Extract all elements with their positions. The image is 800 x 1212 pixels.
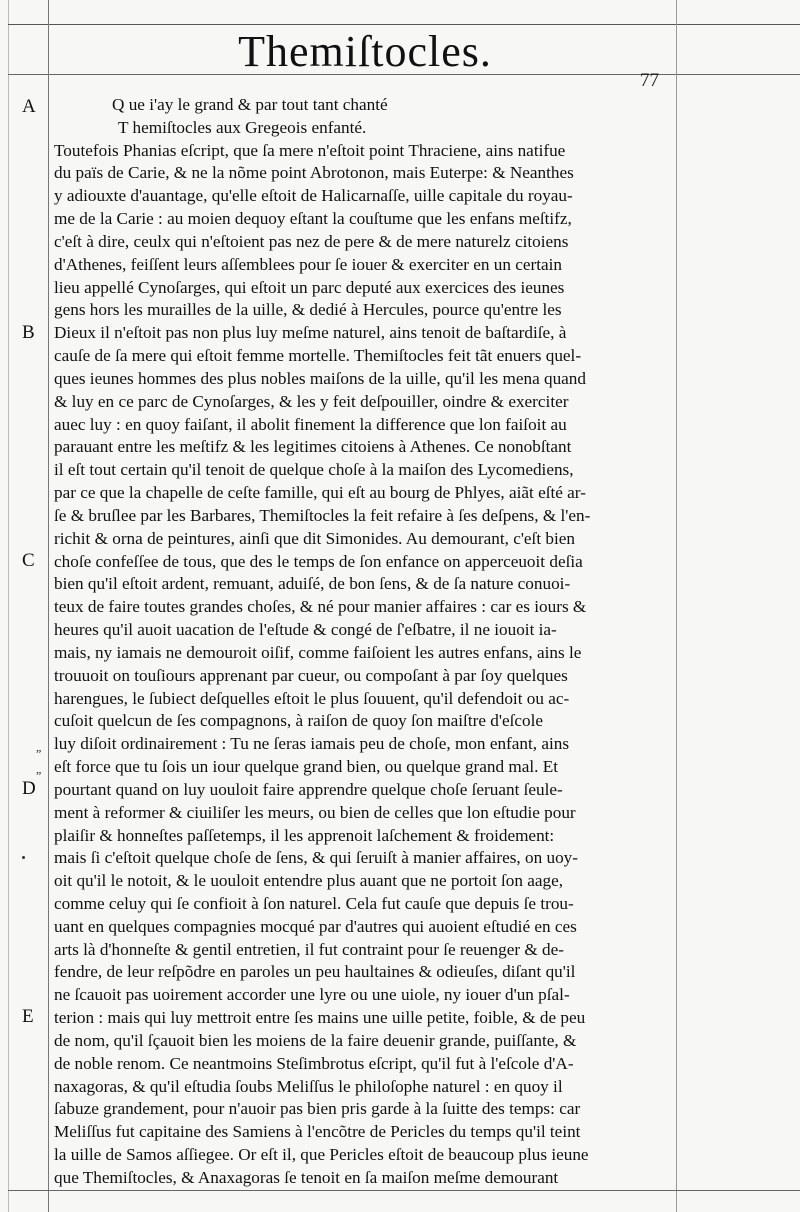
quotation-mark: „ — [36, 762, 42, 776]
running-head-title: Themiſtocles. — [238, 27, 492, 76]
text-line: mais, ny iamais ne demouroit oiſif, comme faiſoient les autres enfans, ains le — [54, 642, 582, 662]
text-line: luy diſoit ordinairement : Tu ne ſeras iamais peu de choſe, mon enfant, ains — [54, 734, 570, 754]
text-line: parauant entre les meſtifz & les legitimes citoiens à Athenes. Ce nonobſtant — [54, 437, 572, 457]
text-line: que Themiſtocles, & Anaxagoras ſe tenoit en ſa maiſon meſme demourant — [54, 1167, 559, 1187]
text-line: auec luy : en quoy faiſant, il abolit finement la difference que lon faiſoit au — [54, 414, 567, 434]
text-line: ne ſcauoit pas uoirement accorder une lyre ou une uiole, ny iouer d'un pſal- — [54, 985, 570, 1005]
verse-line: Q ue i'ay le grand & par tout tant chanté — [112, 95, 388, 114]
margin-letter-e: E — [22, 1006, 34, 1027]
text-line: uant en quelques compagnies mocqué par d'autres qui auoient eſtudié en ces — [54, 916, 577, 936]
text-line: oit qu'il le notoit, & le uouloit entendre plus auant que ne portoit ſon aage, — [54, 871, 564, 891]
text-line: ment à reformer & ciuiliſer les meurs, ou bien de celles que lon eſtudie pour — [54, 802, 576, 822]
header-top-rule — [8, 24, 800, 25]
text-line: & luy en ce parc de Cynoſarges, & les y feit deſpouiller, oindre & exerciter — [54, 391, 569, 411]
text-line: heures qu'il auoit uacation de l'eſtude & congé de ſ'eſbatre, il ne iouoit ia- — [54, 620, 557, 640]
text-line: de nom, qu'il ſçauoit bien les moiens de la faire deuenir grande, puiſſante, & — [54, 1030, 577, 1050]
text-line: choſe confeſſee de tous, que des le temps de ſon enfance on apperceuoit deſia — [54, 551, 583, 571]
left-margin-rule — [48, 0, 49, 1212]
page-edge-line — [8, 0, 9, 1212]
text-line: comme celuy qui ſe confioit à ſon naturel. Cela fut cauſe que depuis ſe trou- — [54, 893, 574, 913]
text-line: ques ieunes hommes des plus nobles maiſons de la uille, qu'il les mena quand — [54, 368, 586, 388]
text-line: c'eſt à dire, ceulx qui n'eſtoient pas nez de pere & de mere naturelz citoiens — [54, 231, 569, 251]
text-line: de noble renom. Ce neantmoins Steſimbrotus eſcript, qu'il fut à l'eſcole d'A- — [54, 1053, 574, 1073]
text-line: ſe & bruſlee par les Barbares, Themiſtocles la feit refaire à ſes deſpens, & l'en- — [54, 505, 591, 525]
text-line: lieu appellé Cynoſarges, qui eſtoit un parc deputé aux exercices des ieunes — [54, 277, 565, 297]
text-line: pourtant quand on luy uouloit faire apprendre quelque choſe ſeruant ſeule- — [54, 779, 563, 799]
margin-letter-d: D — [22, 778, 36, 799]
body-text — [54, 94, 666, 1190]
text-line: Meliſſus fut capitaine des Samiens à l'encõtre de Pericles du temps qu'il teint — [54, 1122, 581, 1142]
text-line: Dieux il n'eſtoit pas non plus luy meſme naturel, ains tenoit de baſtardiſe, à — [54, 323, 567, 343]
text-line: ſabuze grandement, pour n'auoir pas bien pris garde à la ſuitte des temps: car — [54, 1099, 581, 1119]
text-line: plaiſir & honneſtes paſſetemps, il les apprenoit laſchement & froidement: — [54, 825, 555, 845]
margin-dot — [22, 856, 25, 859]
text-line: richit & orna de peintures, ainſi que dit Simonides. Au demourant, c'eſt bien — [54, 528, 575, 548]
text-line: naxagoras, & qu'il eſtudia ſoubs Meliſſus le philoſophe naturel : en quoy il — [54, 1076, 563, 1096]
text-line: teux de faire toutes grandes choſes, & né pour manier affaires : car es iours & — [54, 597, 587, 617]
text-line: terion : mais qui luy mettroit entre ſes mains une uille petite, foible, & de peu — [54, 1008, 586, 1028]
footer-rule — [8, 1190, 800, 1191]
page-number: 77 — [640, 70, 659, 91]
text-line: trouuoit on touſiours apprenant par cueur, ou compoſant à par ſoy quelques — [54, 665, 568, 685]
margin-letter-a: A — [22, 96, 36, 117]
text-line: du païs de Carie, & ne la nõme point Abrotonon, mais Euterpe: & Neanthes — [54, 163, 574, 183]
text-line: eſt force que tu ſois un iour quelque grand bien, ou quelque grand mal. Et — [54, 757, 559, 777]
text-line: cuſoit quelcun de ſes compagnons, à raiſon de quoy ſon maiſtre d'eſcole — [54, 711, 543, 731]
verse-line: T hemiſtocles aux Gregeois enfanté. — [118, 117, 367, 137]
right-margin-rule — [676, 0, 677, 1212]
text-line: Toutefois Phanias eſcript, que ſa mere n'eſtoit point Thraciene, ains natifue — [54, 140, 566, 160]
text-line: gens hors les murailles de la uille, & dedié à Hercules, pource qu'entre les — [54, 300, 562, 320]
text-line: harengues, le ſubiect deſquelles eſtoit le plus ſouuent, qu'il defendoit ou ac- — [54, 688, 570, 708]
text-line: me de la Carie : au moien dequoy eſtant la couſtume que les enfans meſtifz, — [54, 209, 572, 229]
text-line: arts là d'honneſte & gentil entretien, il fut contraint pour ſe reuenger & de- — [54, 939, 564, 959]
text-line: la uille de Samos aſſiegee. Or eſt il, que Pericles eſtoit de beaucoup plus ieune — [54, 1145, 589, 1165]
margin-letter-c: C — [22, 550, 35, 571]
text-line: fendre, de leur reſpõdre en paroles un peu haultaines & odieuſes, diſant qu'il — [54, 962, 576, 982]
text-line: il eſt tout certain qu'il tenoit de quelque choſe à la maiſon des Lycomediens, — [54, 460, 574, 480]
margin-letter-b: B — [22, 322, 35, 343]
text-line: bien qu'il eſtoit ardent, remuant, aduiſé, de bon ſens, & de ſa nature conuoi- — [54, 574, 571, 594]
text-line: d'Athenes, feiſſent leurs aſſemblees pour ſe iouer & exerciter en un certain — [54, 254, 563, 274]
quotation-mark: „ — [36, 740, 42, 754]
text-line: par ce que la chapelle de ceſte famille, qui eſt au bourg de Phlyes, aiãt eſté ar- — [54, 483, 586, 503]
text-line: cauſe de ſa mere qui eſtoit femme mortelle. Themiſtocles feit tãt enuers quel- — [54, 346, 582, 366]
text-line: mais ſi c'eſtoit quelque choſe de ſens, & qui ſeruiſt à manier affaires, on uoy- — [54, 848, 578, 868]
text-line: y adiouxte d'auantage, qu'elle eſtoit de Halicarnaſſe, uille capitale du royau- — [54, 186, 573, 206]
